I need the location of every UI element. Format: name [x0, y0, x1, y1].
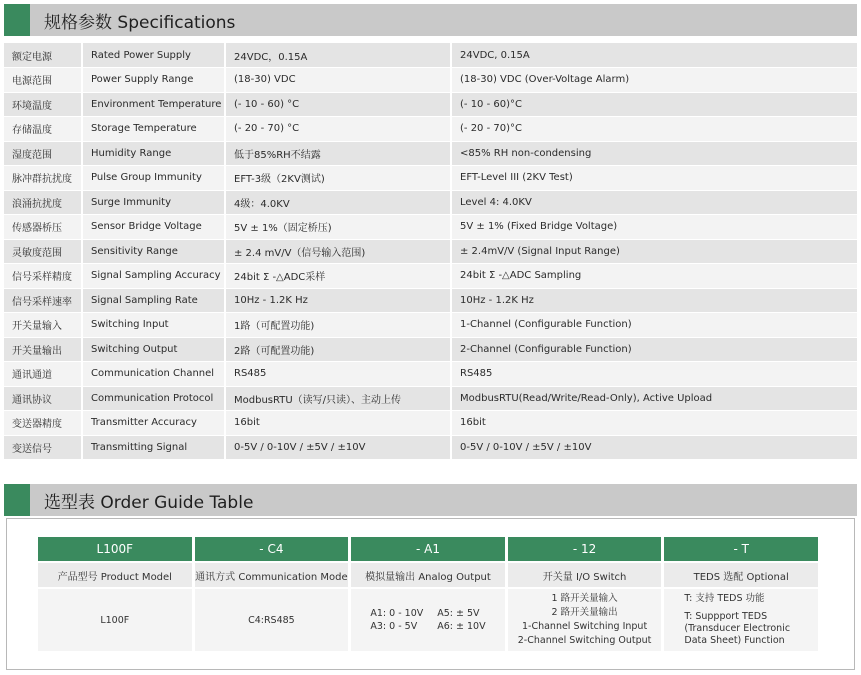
- spec-value-en: 10Hz - 1.2K Hz: [451, 288, 857, 313]
- order-header-row: [38, 537, 818, 561]
- spec-label-cn: 湿度范围: [4, 141, 82, 166]
- spec-value-en: (- 10 - 60)°C: [451, 92, 857, 117]
- spec-value-cn: (- 10 - 60) °C: [225, 92, 451, 117]
- teds-line-en-3: Data Sheet) Function: [684, 635, 785, 646]
- spec-row: [4, 92, 857, 117]
- spec-label-en: Communication Protocol: [82, 386, 225, 411]
- spec-row: [4, 141, 857, 166]
- spec-label-en: Transmitter Accuracy: [82, 411, 225, 436]
- spec-value-cn: 24bit Σ -△ADC采样: [225, 264, 451, 289]
- order-code-analog: - A1: [351, 537, 505, 561]
- io-line-cn-output: 2 路开关量输出: [551, 607, 618, 618]
- spec-value-cn: (18-30) VDC: [225, 68, 451, 93]
- spec-value-cn: 24VDC，0.15A: [225, 43, 451, 68]
- spec-label-cn: 灵敏度范围: [4, 239, 82, 264]
- order-label-model: 产品型号 Product Model: [38, 561, 192, 587]
- spec-label-cn: 环境温度: [4, 92, 82, 117]
- spec-value-en: ModbusRTU(Read/Write/Read-Only), Active Upload: [451, 386, 857, 411]
- io-line-en-input: 1-Channel Switching Input: [521, 621, 648, 632]
- spec-row: [4, 215, 857, 240]
- io-line-cn-input: 1 路开关量输入: [551, 593, 618, 604]
- specifications-header: [4, 4, 857, 36]
- spec-value-en: EFT-Level III (2KV Test): [451, 166, 857, 191]
- spec-value-en: <85% RH non-condensing: [451, 141, 857, 166]
- spec-row: [4, 411, 857, 436]
- spec-label-cn: 开关量输出: [4, 337, 82, 362]
- order-value-analog: [351, 587, 505, 651]
- order-value-teds: [664, 587, 818, 651]
- spec-label-en: Switching Output: [82, 337, 225, 362]
- spec-row: [4, 43, 857, 68]
- spec-label-cn: 传感器桥压: [4, 215, 82, 240]
- spec-value-en: 2-Channel (Configurable Function): [451, 337, 857, 362]
- spec-row: [4, 362, 857, 387]
- spec-value-en: 5V ± 1% (Fixed Bridge Voltage): [451, 215, 857, 240]
- spec-label-en: Signal Sampling Accuracy: [82, 264, 225, 289]
- spec-value-en: RS485: [451, 362, 857, 387]
- spec-label-cn: 额定电源: [4, 43, 82, 68]
- spec-label-en: Power Supply Range: [82, 68, 225, 93]
- spec-label-cn: 浪涌抗扰度: [4, 190, 82, 215]
- spec-value-cn: 低于85%RH不结露: [225, 141, 451, 166]
- spec-label-cn: 信号采样速率: [4, 288, 82, 313]
- spec-row: [4, 239, 857, 264]
- spec-label-cn: 存储温度: [4, 117, 82, 142]
- spec-value-cn: ModbusRTU（读写/只读）、主动上传: [225, 386, 451, 411]
- teds-line-cn: T: 支持 TEDS 功能: [684, 593, 765, 604]
- spec-label-en: Storage Temperature: [82, 117, 225, 142]
- spec-label-cn: 开关量输入: [4, 313, 82, 338]
- spec-label-en: Switching Input: [82, 313, 225, 338]
- analog-option-a6: A6: ± 10V: [437, 621, 486, 632]
- spec-value-cn: 1路（可配置功能): [225, 313, 451, 338]
- spec-label-en: Communication Channel: [82, 362, 225, 387]
- spec-value-en: 0-5V / 0-10V / ±5V / ±10V: [451, 435, 857, 460]
- spec-row: [4, 68, 857, 93]
- order-label-comm: 通讯方式 Communication Mode: [195, 561, 349, 587]
- order-label-teds: TEDS 选配 Optional: [664, 561, 818, 587]
- spec-label-cn: 通讯通道: [4, 362, 82, 387]
- order-guide-table: [35, 537, 821, 651]
- spec-value-cn: (- 20 - 70) °C: [225, 117, 451, 142]
- io-line-en-output: 2-Channel Switching Output: [517, 635, 652, 646]
- spec-value-en: ± 2.4mV/V (Signal Input Range): [451, 239, 857, 264]
- order-code-model: L100F: [38, 537, 192, 561]
- spec-row: [4, 117, 857, 142]
- spec-value-cn: EFT-3级（2KV测试): [225, 166, 451, 191]
- analog-option-a5: A5: ± 5V: [437, 608, 480, 619]
- order-code-io: - 12: [508, 537, 662, 561]
- spec-label-en: Pulse Group Immunity: [82, 166, 225, 191]
- analog-option-a3: A3: 0 - 5V: [370, 621, 418, 632]
- spec-label-cn: 变送信号: [4, 435, 82, 460]
- spec-value-en: 16bit: [451, 411, 857, 436]
- spec-value-cn: 10Hz - 1.2K Hz: [225, 288, 451, 313]
- spec-value-en: Level 4: 4.0KV: [451, 190, 857, 215]
- spec-row: [4, 435, 857, 460]
- order-guide-title: 选型表 Order Guide Table: [44, 492, 254, 513]
- spec-label-en: Transmitting Signal: [82, 435, 225, 460]
- spec-label-en: Surge Immunity: [82, 190, 225, 215]
- specifications-table: [4, 43, 857, 460]
- spec-label-cn: 变送器精度: [4, 411, 82, 436]
- order-value-io: [508, 587, 662, 651]
- spec-label-cn: 脉冲群抗扰度: [4, 166, 82, 191]
- spec-label-cn: 电源范围: [4, 68, 82, 93]
- spec-label-en: Signal Sampling Rate: [82, 288, 225, 313]
- spec-value-cn: 0-5V / 0-10V / ±5V / ±10V: [225, 435, 451, 460]
- spec-label-en: Sensitivity Range: [82, 239, 225, 264]
- order-value-row: [38, 587, 818, 651]
- analog-option-a1: A1: 0 - 10V: [370, 608, 424, 619]
- spec-value-cn: RS485: [225, 362, 451, 387]
- spec-value-cn: 5V ± 1%（固定桥压): [225, 215, 451, 240]
- spec-label-cn: 通讯协议: [4, 386, 82, 411]
- spec-value-en: (18-30) VDC (Over-Voltage Alarm): [451, 68, 857, 93]
- order-value-comm: C4:RS485: [195, 587, 349, 651]
- spec-label-en: Sensor Bridge Voltage: [82, 215, 225, 240]
- teds-line-en-1: T: Suppport TEDS: [684, 611, 768, 622]
- section-accent-bar: [4, 4, 30, 36]
- spec-value-en: (- 20 - 70)°C: [451, 117, 857, 142]
- order-label-io: 开关量 I/O Switch: [508, 561, 662, 587]
- order-label-analog: 模拟量输出 Analog Output: [351, 561, 505, 587]
- spec-value-cn: 16bit: [225, 411, 451, 436]
- spec-value-cn: 4级：4.0KV: [225, 190, 451, 215]
- spec-value-en: 24VDC, 0.15A: [451, 43, 857, 68]
- spec-row: [4, 166, 857, 191]
- spec-value-en: 1-Channel (Configurable Function): [451, 313, 857, 338]
- spec-row: [4, 313, 857, 338]
- spec-row: [4, 190, 857, 215]
- section-accent-bar: [4, 484, 30, 516]
- spec-value-en: 24bit Σ -△ADC Sampling: [451, 264, 857, 289]
- spec-row: [4, 386, 857, 411]
- spec-label-en: Humidity Range: [82, 141, 225, 166]
- order-label-row: [38, 561, 818, 587]
- spec-row: [4, 264, 857, 289]
- spec-label-cn: 信号采样精度: [4, 264, 82, 289]
- spec-value-cn: ± 2.4 mV/V（信号输入范围): [225, 239, 451, 264]
- spec-row: [4, 337, 857, 362]
- order-code-comm: - C4: [195, 537, 349, 561]
- spec-value-cn: 2路（可配置功能): [225, 337, 451, 362]
- spec-row: [4, 288, 857, 313]
- order-guide-frame: [6, 518, 855, 670]
- teds-line-en-2: (Transducer Electronic: [684, 623, 791, 634]
- spec-label-en: Environment Temperature: [82, 92, 225, 117]
- specifications-title: 规格参数 Specifications: [44, 12, 236, 33]
- spec-label-en: Rated Power Supply: [82, 43, 225, 68]
- order-guide-header: [4, 484, 857, 516]
- order-code-teds: - T: [664, 537, 818, 561]
- order-value-model: L100F: [38, 587, 192, 651]
